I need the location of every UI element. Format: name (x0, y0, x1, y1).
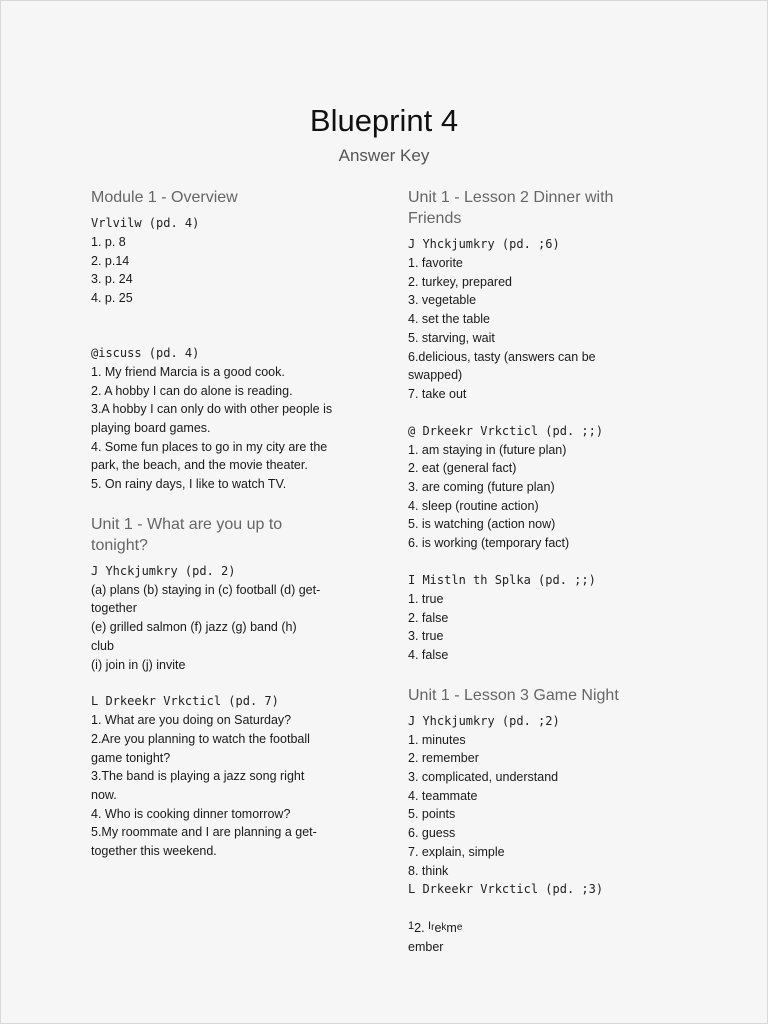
answer-line: 2.Are you planning to watch the football (91, 731, 310, 746)
answer-line: 1. minutes (408, 732, 466, 747)
subsection-label: Vrlvilw (pd. 4) (91, 216, 200, 230)
section-title: Unit 1 - Lesson 3 Game Night (408, 686, 619, 704)
answer-line: 4. sleep (routine action) (408, 498, 539, 513)
answer-line: 5. starving, wait (408, 330, 495, 345)
answer-line: 4. teammate (408, 788, 478, 803)
answer-line: (e) grilled salmon (f) jazz (g) band (h) (91, 620, 297, 635)
page-subtitle: Answer Key (338, 146, 430, 165)
section-title-line: Unit 1 - What are you up to (91, 515, 283, 533)
garbled-char: e (434, 921, 442, 936)
subsection-label: J Yhckjumkry (pd. ;6) (408, 237, 560, 251)
answer-line: 4. set the table (408, 312, 491, 327)
garbled-char: m (446, 921, 457, 936)
section-title (91, 514, 363, 556)
garbled-char: I (428, 920, 432, 933)
answer-line: 5.My roommate and I are planning a get- (91, 825, 317, 840)
answer-line: 4. Who is cooking dinner tomorrow? (91, 806, 291, 821)
answer-line: 3.A hobby I can only do with other people is (91, 402, 333, 417)
subsection-label: J Yhckjumkry (pd. ;2) (408, 713, 560, 728)
right-column (408, 187, 648, 977)
answer-line: 2. remember (408, 751, 479, 766)
answer-line: 6. is working (temporary fact) (408, 536, 570, 551)
garbled-char: r (431, 922, 435, 934)
answer-line: 5. On rainy days, I like to watch TV. (91, 477, 287, 492)
answer-line: together (91, 601, 137, 616)
answer-line: 2. turkey, prepared (408, 274, 512, 289)
section-title-line: tonight? (91, 536, 148, 554)
answer-line: 1. am staying in (future plan) (408, 442, 567, 457)
garbled-char: 2. (414, 921, 429, 936)
subsection-label: @iscuss (pd. 4) (91, 345, 200, 360)
answer-line: 7. take out (408, 386, 467, 401)
answer-line: 1. true (408, 591, 444, 606)
section-title-line: Friends (408, 210, 462, 227)
answer-line: 1. p. 8 (91, 235, 126, 249)
answer-line: 2. p.14 (91, 253, 130, 268)
garbled-char: k (441, 922, 447, 934)
spacer (91, 674, 363, 692)
answer-line: 5. is watching (action now) (408, 517, 556, 532)
answer-line: 8. think (408, 863, 449, 878)
answer-line: 3. p. 24 (91, 272, 133, 287)
answer-line: 4. false (408, 647, 449, 662)
subsection-label: @ Drkeekr Vrkcticl (pd. ;;) (408, 423, 604, 438)
answer-line: 2. A hobby I can do alone is reading. (91, 383, 293, 398)
left-column (91, 187, 363, 881)
answer-line: game tonight? (91, 750, 171, 765)
section-title (408, 187, 648, 229)
answer-line: 1. What are you doing on Saturday? (91, 713, 292, 728)
spacer (408, 404, 648, 422)
answer-line: (i) join in (j) invite (91, 657, 186, 672)
answer-line: 3. true (408, 629, 444, 644)
answer-line: swapped) (408, 368, 463, 383)
garbled-answer-line (408, 917, 648, 938)
answer-line: 2. eat (general fact) (408, 461, 517, 476)
answer-line: park, the beach, and the movie theater. (91, 458, 308, 473)
page-title: Blueprint 4 (309, 103, 459, 138)
answer-line: 3. complicated, understand (408, 770, 559, 785)
answer-line: 7. explain, simple (408, 844, 505, 859)
answer-line: 3. vegetable (408, 293, 477, 308)
answer-line: 6.delicious, tasty (answers can be (408, 349, 596, 364)
section-title-line: Unit 1 - Lesson 2 Dinner with (408, 189, 614, 206)
lesson2-section (408, 187, 648, 665)
answer-line: together this weekend. (91, 844, 217, 859)
garbled-char: e (456, 922, 463, 934)
answer-line: 2. false (408, 610, 449, 625)
answer-line: 4. Some fun places to go in my city are the (91, 439, 328, 454)
answer-line: 4. p. 25 (91, 291, 133, 306)
module1-section (91, 187, 363, 494)
subsection-label: I Mistln th Splka (pd. ;;) (408, 572, 596, 587)
answer-line: club (91, 638, 114, 653)
answer-line: ember (408, 940, 444, 955)
spacer (408, 899, 648, 917)
lesson3-section (408, 685, 648, 957)
spacer (408, 553, 648, 571)
unit1-section (91, 514, 363, 861)
answer-line: (a) plans (b) staying in (c) football (d) get- (91, 582, 321, 597)
answer-line: 3. are coming (future plan) (408, 480, 555, 495)
answer-line: 1. My friend Marcia is a good cook. (91, 364, 285, 379)
subsection-label: J Yhckjumkry (pd. 2) (91, 563, 236, 578)
answer-line: playing board games. (91, 420, 211, 435)
answer-line: 3.The band is playing a jazz song right (91, 769, 305, 784)
subsection-label: L Drkeekr Vrkcticl (pd. ;3) (408, 882, 604, 897)
garbled-char: 1 (408, 920, 415, 933)
answer-line: 6. guess (408, 826, 456, 841)
answer-line: 5. points (408, 807, 456, 822)
subsection-label: L Drkeekr Vrkcticl (pd. 7) (91, 694, 279, 709)
answer-line: 1. favorite (408, 256, 463, 270)
answer-line: now. (91, 788, 117, 803)
section-title: Module 1 - Overview (91, 189, 238, 206)
spacer (91, 308, 363, 344)
